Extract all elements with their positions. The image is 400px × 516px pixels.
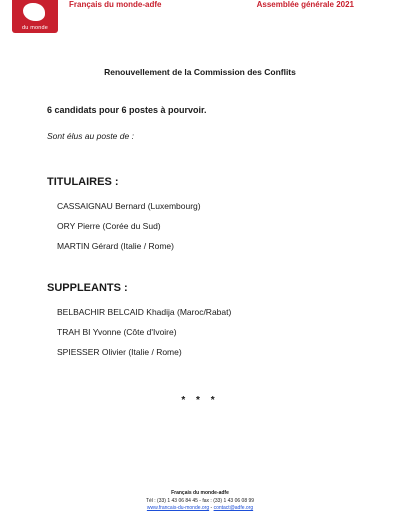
footer-phone: Tél : (33) 1 43 06 84 45 - fax : (33) 1 43 06 08 99 (145, 497, 255, 504)
footer-separator: - (209, 505, 214, 511)
list-item: ORY Pierre (Corée du Sud) (57, 221, 161, 231)
candidates-summary: 6 candidats pour 6 postes à pourvoir. (47, 105, 207, 115)
header-organization: Français du monde-adfe (69, 0, 162, 9)
globe-icon (23, 3, 45, 21)
suppleants-heading: SUPPLEANTS : (47, 282, 128, 294)
list-item: SPIESSER Olivier (Italie / Rome) (57, 347, 182, 357)
email-link[interactable]: contact@adfe.org (213, 505, 254, 511)
section-separator: * * * (181, 395, 219, 406)
footer-links (0, 505, 400, 513)
titulaires-heading: TITULAIRES : (47, 176, 119, 188)
list-item: MARTIN Gérard (Italie / Rome) (57, 241, 174, 251)
titulaires-list (57, 196, 201, 256)
suppleants-list (57, 302, 231, 362)
organization-logo (12, 0, 58, 33)
list-item: CASSAIGNAU Bernard (Luxembourg) (57, 201, 201, 211)
document-title: Renouvellement de la Commission des Conflits (104, 67, 296, 77)
footer-organization: Français du monde-adfe (171, 490, 229, 496)
header-event: Assemblée générale 2021 (256, 0, 354, 9)
logo-caption: du monde (21, 25, 49, 31)
list-item: TRAH BI Yvonne (Côte d'Ivoire) (57, 327, 177, 337)
elected-intro: Sont élus au poste de : (47, 131, 134, 141)
website-link[interactable]: www.francais-du-monde.org (146, 505, 210, 511)
list-item: BELBACHIR BELCAID Khadija (Maroc/Rabat) (57, 307, 232, 317)
page-footer (0, 490, 400, 513)
